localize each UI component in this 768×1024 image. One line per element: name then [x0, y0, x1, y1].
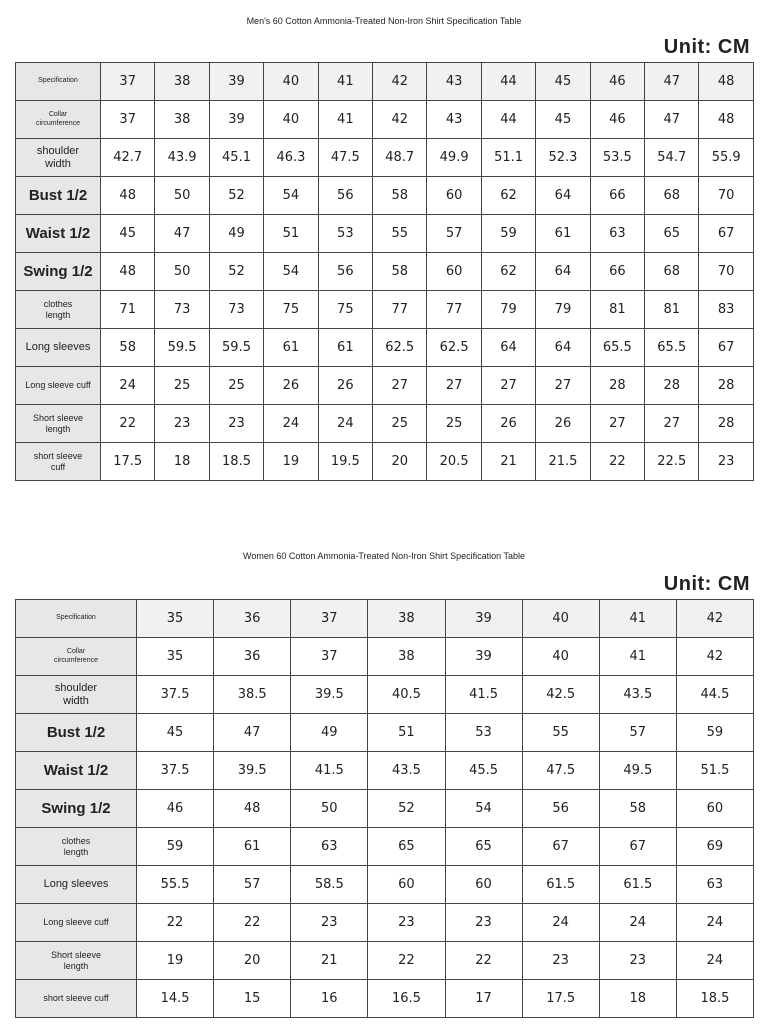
row-label-cell: Bust 1/2 — [16, 714, 137, 752]
value-cell: 61 — [214, 828, 291, 866]
table-row — [16, 367, 754, 405]
row-label-cell: Long sleeves — [16, 329, 101, 367]
value-cell: 24 — [676, 904, 753, 942]
table-row — [16, 790, 754, 828]
value-cell: 18 — [155, 443, 209, 481]
value-cell: 45.1 — [209, 139, 263, 177]
table-row — [16, 828, 754, 866]
value-cell: 26 — [481, 405, 535, 443]
value-cell: 18.5 — [676, 980, 753, 1018]
row-label-cell: Long sleeves — [16, 866, 137, 904]
value-cell: 75 — [264, 291, 318, 329]
row-label-cell: Collar circumference — [16, 638, 137, 676]
value-cell: 35 — [137, 638, 214, 676]
value-cell: 37 — [291, 638, 368, 676]
value-cell: 42.7 — [101, 139, 155, 177]
value-cell: 62 — [481, 253, 535, 291]
value-cell: 24 — [599, 904, 676, 942]
size-header-cell: 38 — [368, 600, 445, 638]
value-cell: 70 — [699, 253, 753, 291]
value-cell: 60 — [427, 253, 481, 291]
value-cell: 23 — [599, 942, 676, 980]
value-cell: 58 — [373, 177, 427, 215]
specification-header-cell: Specification — [16, 63, 101, 101]
size-header-cell: 44 — [481, 63, 535, 101]
table-row — [16, 443, 754, 481]
row-label-cell: short sleeve cuff — [16, 443, 101, 481]
value-cell: 68 — [645, 253, 699, 291]
value-cell: 65 — [368, 828, 445, 866]
value-cell: 64 — [536, 329, 590, 367]
value-cell: 62.5 — [427, 329, 481, 367]
value-cell: 65 — [645, 215, 699, 253]
value-cell: 20 — [373, 443, 427, 481]
row-label-cell: Swing 1/2 — [16, 790, 137, 828]
size-header-row — [16, 63, 754, 101]
value-cell: 66 — [590, 177, 644, 215]
value-cell: 38 — [368, 638, 445, 676]
table-row — [16, 253, 754, 291]
value-cell: 54 — [264, 177, 318, 215]
row-label-cell: Long sleeve cuff — [16, 904, 137, 942]
value-cell: 50 — [155, 253, 209, 291]
value-cell: 41 — [318, 101, 372, 139]
value-cell: 43 — [427, 101, 481, 139]
size-header-cell: 36 — [214, 600, 291, 638]
value-cell: 42 — [676, 638, 753, 676]
table-row — [16, 215, 754, 253]
value-cell: 51 — [368, 714, 445, 752]
value-cell: 27 — [481, 367, 535, 405]
value-cell: 24 — [318, 405, 372, 443]
value-cell: 28 — [645, 367, 699, 405]
value-cell: 37 — [101, 101, 155, 139]
value-cell: 40.5 — [368, 676, 445, 714]
value-cell: 59.5 — [209, 329, 263, 367]
table-row — [16, 714, 754, 752]
value-cell: 42 — [373, 101, 427, 139]
value-cell: 79 — [536, 291, 590, 329]
table-row — [16, 177, 754, 215]
value-cell: 27 — [590, 405, 644, 443]
value-cell: 57 — [427, 215, 481, 253]
value-cell: 41 — [599, 638, 676, 676]
value-cell: 42.5 — [522, 676, 599, 714]
value-cell: 49.9 — [427, 139, 481, 177]
value-cell: 53 — [445, 714, 522, 752]
value-cell: 59 — [481, 215, 535, 253]
size-header-cell: 42 — [676, 600, 753, 638]
value-cell: 52 — [209, 177, 263, 215]
value-cell: 55.9 — [699, 139, 753, 177]
value-cell: 23 — [209, 405, 263, 443]
value-cell: 58 — [599, 790, 676, 828]
size-header-cell: 39 — [445, 600, 522, 638]
value-cell: 37.5 — [137, 752, 214, 790]
value-cell: 24 — [264, 405, 318, 443]
table-row — [16, 942, 754, 980]
value-cell: 22 — [590, 443, 644, 481]
value-cell: 46 — [137, 790, 214, 828]
men-spec-table — [15, 62, 754, 481]
value-cell: 55 — [373, 215, 427, 253]
value-cell: 43.5 — [368, 752, 445, 790]
value-cell: 68 — [645, 177, 699, 215]
value-cell: 21 — [291, 942, 368, 980]
row-label-cell: Short sleeve length — [16, 942, 137, 980]
value-cell: 64 — [481, 329, 535, 367]
value-cell: 17 — [445, 980, 522, 1018]
value-cell: 62.5 — [373, 329, 427, 367]
row-label-cell: Swing 1/2 — [16, 253, 101, 291]
value-cell: 65 — [445, 828, 522, 866]
value-cell: 27 — [373, 367, 427, 405]
row-label-cell: Waist 1/2 — [16, 215, 101, 253]
value-cell: 48 — [101, 177, 155, 215]
size-header-cell: 46 — [590, 63, 644, 101]
table-row — [16, 904, 754, 942]
value-cell: 63 — [291, 828, 368, 866]
value-cell: 22 — [368, 942, 445, 980]
value-cell: 39.5 — [214, 752, 291, 790]
size-header-cell: 41 — [318, 63, 372, 101]
value-cell: 24 — [522, 904, 599, 942]
size-header-cell: 40 — [522, 600, 599, 638]
value-cell: 16 — [291, 980, 368, 1018]
value-cell: 77 — [427, 291, 481, 329]
value-cell: 81 — [590, 291, 644, 329]
value-cell: 40 — [264, 101, 318, 139]
value-cell: 21.5 — [536, 443, 590, 481]
value-cell: 56 — [318, 177, 372, 215]
value-cell: 15 — [214, 980, 291, 1018]
row-label-cell: Collar circumference — [16, 101, 101, 139]
value-cell: 49 — [209, 215, 263, 253]
value-cell: 67 — [699, 329, 753, 367]
women-unit-label: Unit: CM — [663, 573, 750, 595]
value-cell: 75 — [318, 291, 372, 329]
value-cell: 60 — [368, 866, 445, 904]
value-cell: 50 — [155, 177, 209, 215]
value-cell: 58.5 — [291, 866, 368, 904]
value-cell: 22.5 — [645, 443, 699, 481]
table-row — [16, 329, 754, 367]
value-cell: 50 — [291, 790, 368, 828]
value-cell: 17.5 — [101, 443, 155, 481]
size-header-cell: 40 — [264, 63, 318, 101]
value-cell: 53.5 — [590, 139, 644, 177]
size-header-cell: 43 — [427, 63, 481, 101]
value-cell: 61.5 — [522, 866, 599, 904]
value-cell: 22 — [445, 942, 522, 980]
value-cell: 60 — [676, 790, 753, 828]
value-cell: 41.5 — [291, 752, 368, 790]
value-cell: 65.5 — [590, 329, 644, 367]
value-cell: 60 — [427, 177, 481, 215]
size-header-cell: 42 — [373, 63, 427, 101]
value-cell: 77 — [373, 291, 427, 329]
value-cell: 61 — [536, 215, 590, 253]
size-header-cell: 38 — [155, 63, 209, 101]
value-cell: 54 — [445, 790, 522, 828]
value-cell: 59.5 — [155, 329, 209, 367]
value-cell: 73 — [209, 291, 263, 329]
row-label-cell: Long sleeve cuff — [16, 367, 101, 405]
size-header-cell: 48 — [699, 63, 753, 101]
specification-header-cell: Specification — [16, 600, 137, 638]
table-row — [16, 139, 754, 177]
value-cell: 55.5 — [137, 866, 214, 904]
value-cell: 21 — [481, 443, 535, 481]
value-cell: 38 — [155, 101, 209, 139]
size-header-cell: 37 — [101, 63, 155, 101]
value-cell: 53 — [318, 215, 372, 253]
value-cell: 27 — [536, 367, 590, 405]
value-cell: 49.5 — [599, 752, 676, 790]
value-cell: 47.5 — [318, 139, 372, 177]
value-cell: 28 — [699, 367, 753, 405]
value-cell: 67 — [699, 215, 753, 253]
size-header-row — [16, 600, 754, 638]
value-cell: 54.7 — [645, 139, 699, 177]
value-cell: 57 — [599, 714, 676, 752]
value-cell: 62 — [481, 177, 535, 215]
value-cell: 39.5 — [291, 676, 368, 714]
value-cell: 23 — [445, 904, 522, 942]
value-cell: 52 — [368, 790, 445, 828]
value-cell: 16.5 — [368, 980, 445, 1018]
value-cell: 28 — [699, 405, 753, 443]
value-cell: 20.5 — [427, 443, 481, 481]
row-label-cell: short sleeve cuff — [16, 980, 137, 1018]
value-cell: 25 — [209, 367, 263, 405]
value-cell: 40 — [522, 638, 599, 676]
value-cell: 56 — [522, 790, 599, 828]
value-cell: 23 — [699, 443, 753, 481]
value-cell: 19 — [137, 942, 214, 980]
value-cell: 23 — [291, 904, 368, 942]
value-cell: 43.5 — [599, 676, 676, 714]
table-row — [16, 752, 754, 790]
value-cell: 81 — [645, 291, 699, 329]
row-label-cell: Waist 1/2 — [16, 752, 137, 790]
value-cell: 27 — [427, 367, 481, 405]
value-cell: 83 — [699, 291, 753, 329]
value-cell: 48 — [101, 253, 155, 291]
row-label-cell: shoulder width — [16, 139, 101, 177]
row-label-cell: shoulder width — [16, 676, 137, 714]
value-cell: 51.1 — [481, 139, 535, 177]
size-header-cell: 47 — [645, 63, 699, 101]
size-header-cell: 39 — [209, 63, 263, 101]
value-cell: 45.5 — [445, 752, 522, 790]
value-cell: 25 — [427, 405, 481, 443]
value-cell: 61.5 — [599, 866, 676, 904]
table-row — [16, 638, 754, 676]
value-cell: 46 — [590, 101, 644, 139]
value-cell: 23 — [522, 942, 599, 980]
value-cell: 24 — [101, 367, 155, 405]
size-header-cell: 41 — [599, 600, 676, 638]
value-cell: 63 — [590, 215, 644, 253]
value-cell: 23 — [368, 904, 445, 942]
value-cell: 22 — [137, 904, 214, 942]
row-label-cell: Short sleeve length — [16, 405, 101, 443]
row-label-cell: clothes length — [16, 828, 137, 866]
row-label-cell: Bust 1/2 — [16, 177, 101, 215]
value-cell: 44 — [481, 101, 535, 139]
value-cell: 22 — [214, 904, 291, 942]
value-cell: 48 — [214, 790, 291, 828]
value-cell: 65.5 — [645, 329, 699, 367]
value-cell: 67 — [522, 828, 599, 866]
table-row — [16, 101, 754, 139]
value-cell: 61 — [318, 329, 372, 367]
value-cell: 25 — [373, 405, 427, 443]
value-cell: 57 — [214, 866, 291, 904]
value-cell: 24 — [676, 942, 753, 980]
table-row — [16, 405, 754, 443]
value-cell: 38.5 — [214, 676, 291, 714]
value-cell: 69 — [676, 828, 753, 866]
value-cell: 60 — [445, 866, 522, 904]
value-cell: 44.5 — [676, 676, 753, 714]
value-cell: 79 — [481, 291, 535, 329]
value-cell: 23 — [155, 405, 209, 443]
value-cell: 52 — [209, 253, 263, 291]
men-table-title: Men's 60 Cotton Ammonia-Treated Non-Iron Shirt Specification Table — [246, 16, 522, 26]
value-cell: 39 — [209, 101, 263, 139]
value-cell: 20 — [214, 942, 291, 980]
value-cell: 36 — [214, 638, 291, 676]
value-cell: 45 — [536, 101, 590, 139]
value-cell: 22 — [101, 405, 155, 443]
value-cell: 41.5 — [445, 676, 522, 714]
row-label-cell: clothes length — [16, 291, 101, 329]
value-cell: 37.5 — [137, 676, 214, 714]
value-cell: 54 — [264, 253, 318, 291]
value-cell: 47 — [155, 215, 209, 253]
value-cell: 27 — [645, 405, 699, 443]
value-cell: 64 — [536, 253, 590, 291]
value-cell: 17.5 — [522, 980, 599, 1018]
value-cell: 61 — [264, 329, 318, 367]
value-cell: 18 — [599, 980, 676, 1018]
value-cell: 26 — [536, 405, 590, 443]
value-cell: 59 — [137, 828, 214, 866]
value-cell: 19 — [264, 443, 318, 481]
size-header-cell: 35 — [137, 600, 214, 638]
value-cell: 51.5 — [676, 752, 753, 790]
value-cell: 18.5 — [209, 443, 263, 481]
value-cell: 48.7 — [373, 139, 427, 177]
women-table-title: Women 60 Cotton Ammonia-Treated Non-Iron Shirt Specification Table — [243, 551, 525, 561]
value-cell: 25 — [155, 367, 209, 405]
value-cell: 46.3 — [264, 139, 318, 177]
value-cell: 51 — [264, 215, 318, 253]
value-cell: 71 — [101, 291, 155, 329]
value-cell: 48 — [699, 101, 753, 139]
value-cell: 19.5 — [318, 443, 372, 481]
value-cell: 64 — [536, 177, 590, 215]
value-cell: 73 — [155, 291, 209, 329]
value-cell: 49 — [291, 714, 368, 752]
value-cell: 55 — [522, 714, 599, 752]
table-row — [16, 676, 754, 714]
value-cell: 43.9 — [155, 139, 209, 177]
table-row — [16, 866, 754, 904]
value-cell: 47.5 — [522, 752, 599, 790]
value-cell: 56 — [318, 253, 372, 291]
value-cell: 14.5 — [137, 980, 214, 1018]
value-cell: 39 — [445, 638, 522, 676]
value-cell: 58 — [101, 329, 155, 367]
value-cell: 67 — [599, 828, 676, 866]
value-cell: 58 — [373, 253, 427, 291]
value-cell: 70 — [699, 177, 753, 215]
value-cell: 28 — [590, 367, 644, 405]
value-cell: 45 — [101, 215, 155, 253]
value-cell: 26 — [318, 367, 372, 405]
women-spec-table — [15, 599, 754, 1018]
table-row — [16, 980, 754, 1018]
value-cell: 66 — [590, 253, 644, 291]
table-row — [16, 291, 754, 329]
value-cell: 63 — [676, 866, 753, 904]
size-header-cell: 45 — [536, 63, 590, 101]
value-cell: 47 — [645, 101, 699, 139]
men-unit-label: Unit: CM — [663, 36, 750, 58]
value-cell: 45 — [137, 714, 214, 752]
value-cell: 26 — [264, 367, 318, 405]
size-header-cell: 37 — [291, 600, 368, 638]
value-cell: 47 — [214, 714, 291, 752]
value-cell: 59 — [676, 714, 753, 752]
value-cell: 52.3 — [536, 139, 590, 177]
